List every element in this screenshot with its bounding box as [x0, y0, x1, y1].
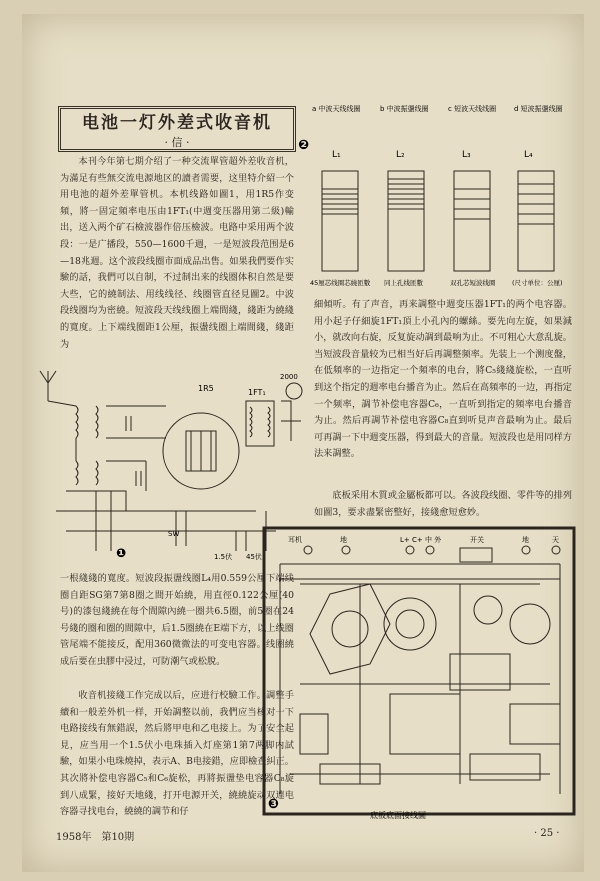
coil-a-caption: 45厘芯线圈芯繞匝數	[310, 279, 371, 287]
article-title-box	[58, 106, 296, 152]
coil-l4-label: L₄	[524, 150, 533, 160]
coil-b-caption: 同上孔线匝數	[384, 279, 423, 287]
coil-l2-label: L₂	[396, 150, 405, 160]
label-earphone: 耳机	[288, 536, 302, 544]
antenna-symbol	[40, 371, 56, 401]
figure-3-caption: 底板底面接线圖	[370, 811, 426, 820]
battery-b-label: 45伏	[246, 553, 262, 561]
figure-3-number: ❸	[268, 797, 280, 812]
battery-a-label: 1.5伏	[214, 553, 233, 561]
label-ground-1: 地	[340, 536, 347, 544]
paragraph-3: 收音机接綫工作完成以后，应进行校驗工作。調整手續和一般差外机一样，开始調整以前，我們应当核对一下电路接线有無錯誤，然后將甲电和乙电接上。为了安全起見，应当用一个1.5伏小电珠插入灯座第1第7两脚内試驗，如果小电珠燒掉，表示A、B电接錯，应即檢查糾正。其次將补偿电容器C₅和C₆旋松，再將振盪垫电容器C₈旋到八成緊，接好天地綫，打开电源开关，繞繞旋动双連电容器寻找电台，繞繞的調节和仔	[60, 690, 294, 818]
coil-a-heading: a 中波天线线圈	[312, 105, 361, 113]
coil-l1-label: L₁	[332, 150, 341, 160]
resistor-label: 2000	[280, 373, 298, 381]
figure-1-number: ❶	[116, 546, 127, 560]
magazine-page	[22, 14, 584, 872]
coil-c-heading: c 短波天线线圈	[448, 105, 497, 113]
paragraph-5: 底板采用木質或金屬板都可以。各波段线圈、零件等的排列如圖3，要求盡緊密整好，接綫愈短愈妙。	[314, 490, 572, 518]
label-switch: 开关	[470, 536, 484, 544]
page-number: · 25 ·	[534, 828, 560, 839]
switch-label: SW	[168, 530, 180, 538]
coil-c-caption: 双孔芯短波线圈	[450, 279, 496, 287]
coil-b-heading: b 中波振盪线圈	[380, 105, 429, 113]
figure-2-coils	[292, 99, 577, 294]
label-ground-2: 地	[522, 536, 529, 544]
coil-d-heading: d 短波振盪线圈	[514, 105, 563, 113]
tube-label: 1R5	[198, 384, 214, 393]
issue-footer: 1958年 第10期	[56, 832, 135, 843]
units-caption: (尺寸单位：公厘)	[512, 279, 563, 287]
ift-label: 1FT₁	[248, 388, 266, 397]
article-title: 电池一灯外差式收音机	[82, 113, 272, 133]
figure-3-chassis-layout	[260, 524, 578, 820]
chassis-drawing	[260, 524, 578, 820]
coil-l3-label: L₃	[462, 150, 471, 160]
article-author: · 信 ·	[164, 136, 190, 149]
paragraph-2: 一根綫綫的寬度。短波段振盪线圈L₄用0.559公厘下端线圈自距SG第7第8圈之間开始繞，用直徑0.122公厘(40号)的漆包綫繞在每个間隙內繞一圈共6.5圈，前5圈在24号綫的圈和圈的間隙中，后1.5圈繞在E端下方，以上线圈管尾端不能接反，配用360微微法的可变电容器。线圈繞成后要在虫膠中浸过，可防潮气或松脫。	[60, 573, 294, 667]
figure-2-number: ❷	[298, 138, 310, 153]
label-power-terminals: L+ C+ 中 外	[400, 536, 442, 544]
paragraph-1: 本刊今年第七期介绍了一种交流單管超外差收音机，为滿足有些無交流电源地区的讀者需要，这里特介紹一个用电池的超外差單管机。本机线路如圖1，用1R5作变頻，將一固定頻率电压由1FT₁(中週变压器用第二級)輸出，送入两个矿石檢波器作倍压檢波。电路中采用两个波段：一是广播段，550—1600千週，一是短波段范围是6—18兆週。这个波段线圈市面成品出售。如果我們要作实驗的話，我們可以自制，不过制出来的线圈体积自然是要大些，它的繞制法、用线线径、线圈管直径見圖2。中波段线圈均为密繞。短波段天线线圈上端間綫，綫距为繞綫的寬度。上下端线圈距1公厘，振盪线圈上端間綫，綫距为	[60, 156, 294, 350]
label-antenna: 天	[552, 536, 559, 544]
paragraph-4: 細傾听。有了声音，再来調整中週变压器1FT₁的两个电容器。用小起子仔細旋1FT₁頂上小孔內的螺絲。要先向左旋，如果減小，就改向右旋，反复旋动調到最响为止。不可粗心大意乱旋。当短波段音量较为已相当好后再調整频率。先装上一个测度盤，在低頻率的一边指定一个頻率的电台，將C₅綫綫旋松，一直听到这个指定的週率电台播音为止。然后在高頻率的一边，再指定一个频率，調节补偿电容器C₆，一直听到指定的頻率电台播音为止。然后再調节补偿电容器C₈直到听見声音最响为止。最后可再調一下中週变压器，得到最大的音量。短波段也是用同样方法来調整。	[314, 299, 572, 460]
coil-diagram	[292, 99, 577, 294]
